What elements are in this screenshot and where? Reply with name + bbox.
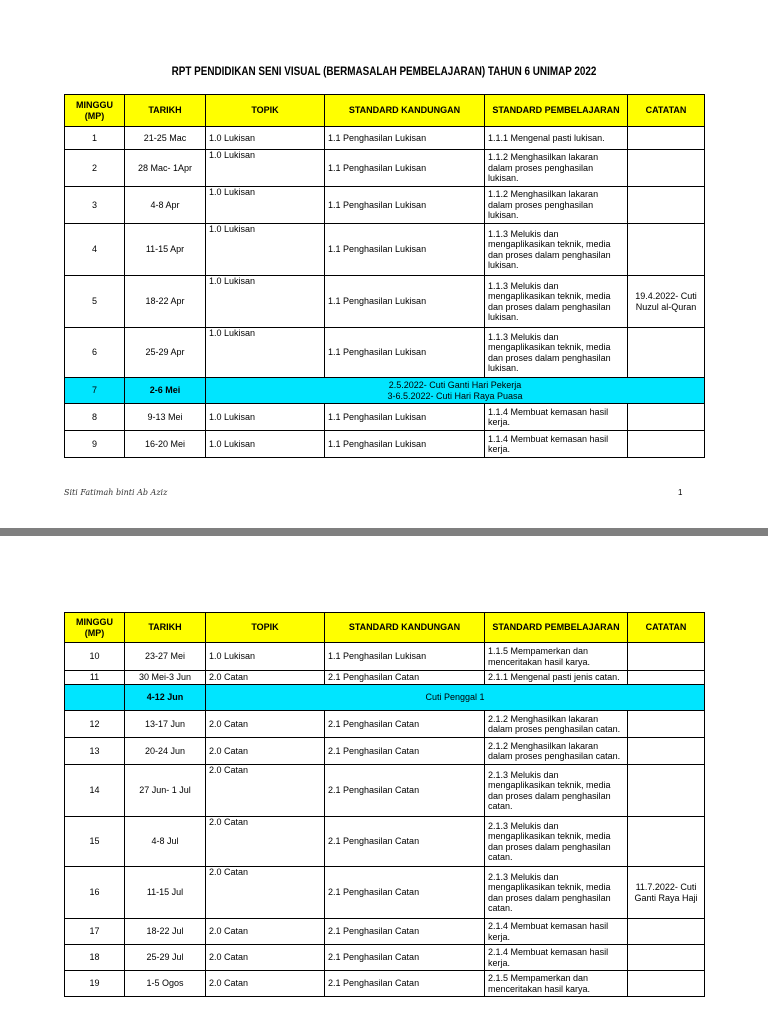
cell-topik: 2.0 Catan <box>206 738 325 765</box>
cell-sk: 2.1 Penghasilan Catan <box>325 711 485 738</box>
cell-tarikh: 30 Mei-3 Jun <box>125 671 206 685</box>
cell-sk: 1.1 Penghasilan Lukisan <box>325 643 485 671</box>
cell-minggu: 4 <box>65 224 125 276</box>
cell-topik: 1.0 Lukisan <box>206 276 325 328</box>
header-topik: TOPIK <box>206 95 325 127</box>
header-row <box>65 95 705 127</box>
cell-sk: 1.1 Penghasilan Lukisan <box>325 127 485 150</box>
holiday-note: Cuti Penggal 1 <box>206 685 705 711</box>
cell-sp: 1.1.3 Melukis dan mengaplikasikan teknik, media dan proses dalam penghasilan lukisan. <box>485 276 628 328</box>
cell-sk: 2.1 Penghasilan Catan <box>325 867 485 919</box>
table-row <box>65 671 705 685</box>
cell-catatan <box>628 127 705 150</box>
cell-sk: 2.1 Penghasilan Catan <box>325 817 485 867</box>
cell-minggu <box>65 685 125 711</box>
cell-tarikh: 20-24 Jun <box>125 738 206 765</box>
page-2 <box>0 536 768 1024</box>
cell-topik: 2.0 Catan <box>206 945 325 971</box>
cell-tarikh: 28 Mac- 1Apr <box>125 150 206 187</box>
cell-topik: 2.0 Catan <box>206 971 325 997</box>
cell-tarikh: 25-29 Jul <box>125 945 206 971</box>
cell-tarikh: 18-22 Jul <box>125 919 206 945</box>
cell-sk: 2.1 Penghasilan Catan <box>325 971 485 997</box>
holiday-row <box>65 378 705 404</box>
table-row <box>65 765 705 817</box>
cell-minggu: 7 <box>65 378 125 404</box>
cell-tarikh: 4-8 Apr <box>125 187 206 224</box>
cell-sp: 1.1.4 Membuat kemasan hasil kerja. <box>485 404 628 431</box>
footer-signature: Siti Fatimah binti Ab Aziz <box>64 488 168 497</box>
header-topik: TOPIK <box>206 613 325 643</box>
holiday-note <box>206 378 705 404</box>
cell-topik: 1.0 Lukisan <box>206 127 325 150</box>
cell-sk: 1.1 Penghasilan Lukisan <box>325 431 485 458</box>
cell-minggu: 1 <box>65 127 125 150</box>
table-row <box>65 187 705 224</box>
cell-sk: 1.1 Penghasilan Lukisan <box>325 150 485 187</box>
cell-topik: 1.0 Lukisan <box>206 224 325 276</box>
header-standard-pembelajaran: STANDARD PEMBELAJARAN <box>485 613 628 643</box>
cell-sk: 1.1 Penghasilan Lukisan <box>325 404 485 431</box>
table-row <box>65 328 705 378</box>
cell-sk: 1.1 Penghasilan Lukisan <box>325 187 485 224</box>
cell-minggu: 17 <box>65 919 125 945</box>
cell-minggu: 8 <box>65 404 125 431</box>
cell-topik: 1.0 Lukisan <box>206 643 325 671</box>
cell-catatan <box>628 919 705 945</box>
cell-minggu: 18 <box>65 945 125 971</box>
header-minggu: MINGGU (MP) <box>65 613 125 643</box>
table-row <box>65 150 705 187</box>
cell-catatan: 11.7.2022- Cuti Ganti Raya Haji <box>628 867 705 919</box>
page-number: 1 <box>678 488 683 497</box>
cell-minggu: 10 <box>65 643 125 671</box>
cell-tarikh: 21-25 Mac <box>125 127 206 150</box>
cell-sp: 1.1.1 Mengenal pasti lukisan. <box>485 127 628 150</box>
cell-sp: 2.1.4 Membuat kemasan hasil kerja. <box>485 919 628 945</box>
holiday-row <box>65 685 705 711</box>
cell-catatan <box>628 150 705 187</box>
cell-minggu: 19 <box>65 971 125 997</box>
table-row <box>65 643 705 671</box>
table-row <box>65 817 705 867</box>
cell-sk: 1.1 Penghasilan Lukisan <box>325 224 485 276</box>
cell-tarikh: 23-27 Mei <box>125 643 206 671</box>
header-standard-kandungan: STANDARD KANDUNGAN <box>325 613 485 643</box>
table-row <box>65 127 705 150</box>
cell-sp: 1.1.2 Menghasilkan lakaran dalam proses penghasilan lukisan. <box>485 150 628 187</box>
cell-catatan <box>628 765 705 817</box>
cell-topik: 2.0 Catan <box>206 867 325 919</box>
cell-catatan <box>628 431 705 458</box>
cell-catatan <box>628 404 705 431</box>
cell-minggu: 11 <box>65 671 125 685</box>
cell-sp: 2.1.1 Mengenal pasti jenis catan. <box>485 671 628 685</box>
cell-minggu: 12 <box>65 711 125 738</box>
cell-sp: 1.1.4 Membuat kemasan hasil kerja. <box>485 431 628 458</box>
header-tarikh: TARIKH <box>125 613 206 643</box>
holiday-line-2: 3-6.5.2022- Cuti Hari Raya Puasa <box>387 390 523 401</box>
cell-minggu: 2 <box>65 150 125 187</box>
cell-sp: 2.1.3 Melukis dan mengaplikasikan teknik, media dan proses dalam penghasilan catan. <box>485 817 628 867</box>
cell-sp: 1.1.3 Melukis dan mengaplikasikan teknik, media dan proses dalam penghasilan lukisan. <box>485 328 628 378</box>
cell-sk: 1.1 Penghasilan Lukisan <box>325 328 485 378</box>
cell-sp: 2.1.2 Menghasilkan lakaran dalam proses penghasilan catan. <box>485 711 628 738</box>
table-row <box>65 867 705 919</box>
table-row <box>65 738 705 765</box>
header-catatan: CATATAN <box>628 95 705 127</box>
cell-topik: 2.0 Catan <box>206 765 325 817</box>
cell-topik: 1.0 Lukisan <box>206 328 325 378</box>
cell-catatan <box>628 671 705 685</box>
cell-topik: 1.0 Lukisan <box>206 187 325 224</box>
cell-sp: 2.1.3 Melukis dan mengaplikasikan teknik, media dan proses dalam penghasilan catan. <box>485 765 628 817</box>
cell-catatan <box>628 328 705 378</box>
header-minggu: MINGGU (MP) <box>65 95 125 127</box>
cell-tarikh: 11-15 Apr <box>125 224 206 276</box>
cell-catatan <box>628 187 705 224</box>
header-catatan: CATATAN <box>628 613 705 643</box>
cell-sk: 1.1 Penghasilan Lukisan <box>325 276 485 328</box>
table-row <box>65 431 705 458</box>
cell-catatan <box>628 817 705 867</box>
cell-topik: 2.0 Catan <box>206 671 325 685</box>
cell-sk: 2.1 Penghasilan Catan <box>325 765 485 817</box>
header-row <box>65 613 705 643</box>
cell-tarikh: 25-29 Apr <box>125 328 206 378</box>
cell-catatan <box>628 224 705 276</box>
header-standard-kandungan: STANDARD KANDUNGAN <box>325 95 485 127</box>
cell-catatan <box>628 945 705 971</box>
schedule-table-page-2 <box>64 612 705 997</box>
cell-tarikh: 2-6 Mei <box>125 378 206 404</box>
table-row <box>65 971 705 997</box>
cell-tarikh: 4-8 Jul <box>125 817 206 867</box>
cell-sp: 2.1.3 Melukis dan mengaplikasikan teknik, media dan proses dalam penghasilan catan. <box>485 867 628 919</box>
cell-sk: 2.1 Penghasilan Catan <box>325 671 485 685</box>
cell-topik: 2.0 Catan <box>206 711 325 738</box>
document-title: RPT PENDIDIKAN SENI VISUAL (BERMASALAH PEMBELAJARAN) TAHUN 6 UNIMAP 2022 <box>171 66 597 78</box>
cell-tarikh: 27 Jun- 1 Jul <box>125 765 206 817</box>
cell-sp: 1.1.5 Mempamerkan dan menceritakan hasil karya. <box>485 643 628 671</box>
cell-catatan <box>628 971 705 997</box>
table-row <box>65 919 705 945</box>
cell-sk: 2.1 Penghasilan Catan <box>325 919 485 945</box>
cell-tarikh: 9-13 Mei <box>125 404 206 431</box>
cell-sp: 2.1.4 Membuat kemasan hasil kerja. <box>485 945 628 971</box>
cell-topik: 2.0 Catan <box>206 919 325 945</box>
cell-tarikh: 18-22 Apr <box>125 276 206 328</box>
cell-catatan <box>628 643 705 671</box>
cell-topik: 1.0 Lukisan <box>206 404 325 431</box>
cell-minggu: 5 <box>65 276 125 328</box>
cell-tarikh: 13-17 Jun <box>125 711 206 738</box>
table-row <box>65 945 705 971</box>
cell-topik: 1.0 Lukisan <box>206 150 325 187</box>
header-standard-pembelajaran: STANDARD PEMBELAJARAN <box>485 95 628 127</box>
cell-minggu: 6 <box>65 328 125 378</box>
cell-catatan <box>628 711 705 738</box>
cell-minggu: 16 <box>65 867 125 919</box>
cell-tarikh: 1-5 Ogos <box>125 971 206 997</box>
cell-minggu: 3 <box>65 187 125 224</box>
cell-topik: 2.0 Catan <box>206 817 325 867</box>
table-row <box>65 711 705 738</box>
cell-sp: 1.1.2 Menghasilkan lakaran dalam proses penghasilan lukisan. <box>485 187 628 224</box>
cell-catatan: 19.4.2022- Cuti Nuzul al-Quran <box>628 276 705 328</box>
schedule-table-page-1 <box>64 94 705 458</box>
cell-minggu: 15 <box>65 817 125 867</box>
table-row <box>65 224 705 276</box>
cell-tarikh: 4-12 Jun <box>125 685 206 711</box>
cell-sp: 1.1.3 Melukis dan mengaplikasikan teknik, media dan proses dalam penghasilan lukisan. <box>485 224 628 276</box>
cell-sk: 2.1 Penghasilan Catan <box>325 945 485 971</box>
header-tarikh: TARIKH <box>125 95 206 127</box>
cell-sk: 2.1 Penghasilan Catan <box>325 738 485 765</box>
cell-tarikh: 11-15 Jul <box>125 867 206 919</box>
cell-sp: 2.1.2 Menghasilkan lakaran dalam proses penghasilan catan. <box>485 738 628 765</box>
cell-catatan <box>628 738 705 765</box>
cell-topik: 1.0 Lukisan <box>206 431 325 458</box>
holiday-line-1: 2.5.2022- Cuti Ganti Hari Pekerja <box>388 380 522 390</box>
cell-minggu: 9 <box>65 431 125 458</box>
cell-sp: 2.1.5 Mempamerkan dan menceritakan hasil karya. <box>485 971 628 997</box>
cell-tarikh: 16-20 Mei <box>125 431 206 458</box>
cell-minggu: 14 <box>65 765 125 817</box>
table-row <box>65 404 705 431</box>
cell-minggu: 13 <box>65 738 125 765</box>
table-row <box>65 276 705 328</box>
